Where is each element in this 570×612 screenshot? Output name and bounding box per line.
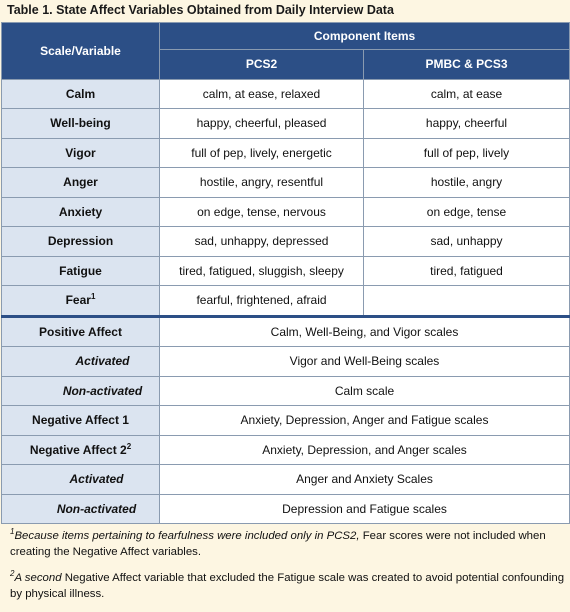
pmbc-cell: on edge, tense (364, 197, 570, 227)
pcs2-cell: full of pep, lively, energetic (160, 138, 364, 168)
row-label: Vigor (2, 138, 160, 168)
composite-label: Positive Affect (2, 316, 160, 347)
pmbc-cell: tired, fatigued (364, 256, 570, 286)
composite-value: Calm, Well-Being, and Vigor scales (160, 316, 570, 347)
pcs2-cell: tired, fatigued, sluggish, sleepy (160, 256, 364, 286)
table-row (2, 316, 570, 347)
table-row (2, 347, 570, 377)
row-label: Anger (2, 168, 160, 198)
pcs2-cell: hostile, angry, resentful (160, 168, 364, 198)
table-row (2, 109, 570, 139)
composite-label: Non-activated (2, 494, 160, 524)
pcs2-cell: calm, at ease, relaxed (160, 79, 364, 109)
header-pmbc-pcs3: PMBC & PCS3 (364, 50, 570, 80)
table-row (2, 197, 570, 227)
table-row (2, 138, 570, 168)
pcs2-cell: sad, unhappy, depressed (160, 227, 364, 257)
header-component-items: Component Items (160, 23, 570, 50)
table-row (2, 376, 570, 406)
row-label: Anxiety (2, 197, 160, 227)
row-label: Depression (2, 227, 160, 257)
table-row (2, 465, 570, 495)
table-row (2, 406, 570, 436)
pmbc-cell: calm, at ease (364, 79, 570, 109)
footnote-1: $^1$Because items pertaining to fearfulness were included only in PCS2, Fear scores were not included when creating the Negative Affect variables. (10, 527, 546, 558)
table-row (2, 227, 570, 257)
pmbc-cell: hostile, angry (364, 168, 570, 198)
composite-label: Non-activated (2, 376, 160, 406)
composite-value: Vigor and Well-Being scales (160, 347, 570, 377)
composite-label: Activated (2, 347, 160, 377)
composite-label: Negative Affect $2^2$ (2, 435, 160, 465)
table-title: Table 1. State Affect Variables Obtained from Daily Interview Data (7, 3, 394, 17)
pmbc-cell: full of pep, lively (364, 138, 570, 168)
pmbc-cell: happy, cheerful (364, 109, 570, 139)
pmbc-cell (364, 286, 570, 317)
pcs2-cell: happy, cheerful, pleased (160, 109, 364, 139)
table-row (2, 494, 570, 524)
row-label: Well-being (2, 109, 160, 139)
table-row (2, 435, 570, 465)
row-label: Calm (2, 79, 160, 109)
footnote-marker: 1 (90, 292, 96, 302)
pmbc-cell: sad, unhappy (364, 227, 570, 257)
footnote-marker: 2 (126, 441, 132, 451)
table-row (2, 256, 570, 286)
composite-label: Negative Affect 1 (2, 406, 160, 436)
pcs2-cell: fearful, frightened, afraid (160, 286, 364, 317)
table-row (2, 79, 570, 109)
affect-variables-table (1, 22, 570, 524)
composite-value: Anxiety, Depression, Anger and Fatigue scales (160, 406, 570, 436)
composite-value: Anger and Anxiety Scales (160, 465, 570, 495)
header-pcs2: PCS2 (160, 50, 364, 80)
composite-value: Depression and Fatigue scales (160, 494, 570, 524)
composite-value: Anxiety, Depression, and Anger scales (160, 435, 570, 465)
composite-value: Calm scale (160, 376, 570, 406)
footnotes (10, 528, 566, 612)
table-row (2, 286, 570, 317)
header-scale-variable: Scale/Variable (2, 23, 160, 80)
footnote-marker: 2 (10, 569, 15, 579)
composite-label: Activated (2, 465, 160, 495)
row-label: Fatigue (2, 256, 160, 286)
table-row (2, 168, 570, 198)
footnote-2: $^2$A second Negative Affect variable that excluded the Fatigue scale was created to avoid potential confounding by physical illness. (10, 569, 565, 600)
footnote-marker: 1 (10, 527, 15, 537)
pcs2-cell: on edge, tense, nervous (160, 197, 364, 227)
row-label: Fear$^1$ (2, 286, 160, 317)
